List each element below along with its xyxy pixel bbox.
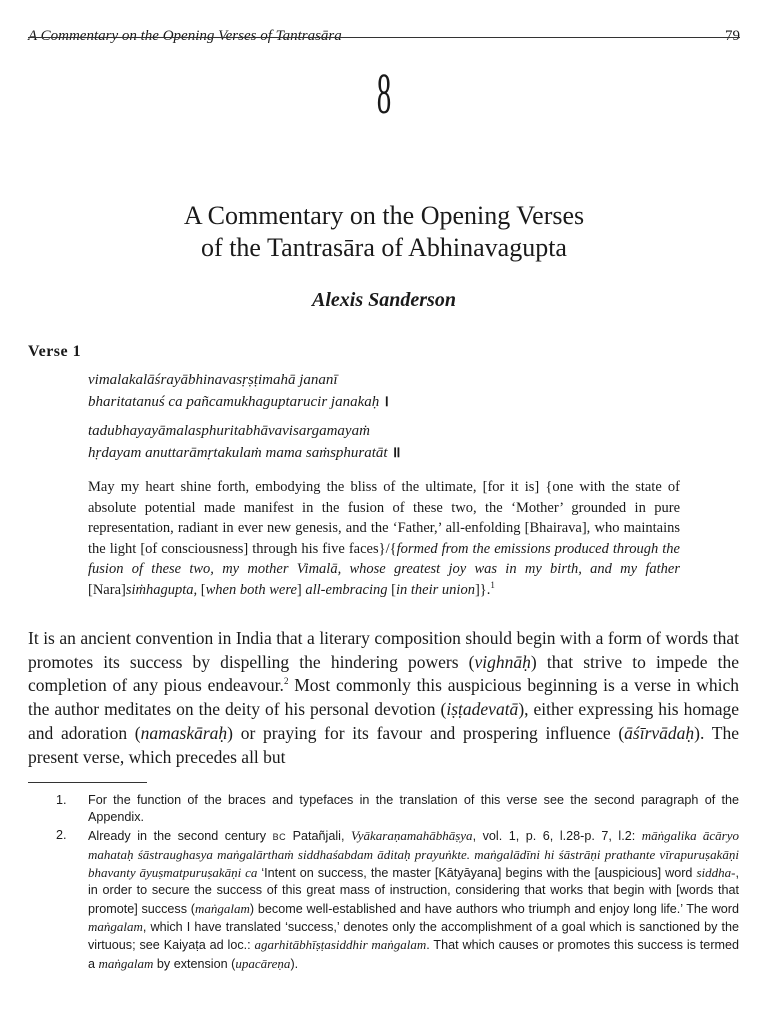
danda-single: ।	[383, 394, 389, 410]
body-text: ) that strive to impede the completion of any pious endeavour.	[28, 651, 739, 696]
verse-text	[88, 369, 708, 464]
footnote-text: For the function of the braces and typefaces in the translation of this verse see the second paragraph of the Appendix.	[88, 793, 739, 825]
fn-text-run: by extension (	[153, 956, 236, 971]
fn-text-run: ‘Intent on success, the master [Kātyāyana] begins with the [auspicious] word	[257, 866, 697, 881]
fn-text-run: Patañjali,	[286, 828, 351, 843]
body-text: ). The present verse, which precedes all but	[28, 722, 739, 767]
running-head-title: A Commentary on the Opening Verses of Tantrasāra	[28, 28, 342, 44]
footnote-ref-1[interactable]: 1	[490, 579, 495, 590]
footnote-number: 2.	[56, 827, 67, 842]
body-text: Most commonly this auspicious beginning is a verse in which the author meditates on the deity of his personal devotion (	[28, 675, 740, 720]
running-head-rule	[28, 37, 740, 38]
danda-double: ॥	[391, 445, 401, 461]
verse-line	[88, 391, 708, 413]
footnote-2	[28, 827, 739, 973]
translation-text: May my heart shine forth, embodying the bliss of the ultimate, [for it is] {one with the state of absolute potential made manifest in the fusion of these two, the ‘Mother’ grounded in pure representation, radiant in ever new genesis, and the ‘Father,’ all-enfolding [Bhairava], who maintains the light [of consciousness] through his five faces}/{	[88, 479, 680, 557]
verse-translation	[88, 477, 680, 600]
fn-text-run: , in order to secure the success of this great mass of instruction, considering that works that begin with [words that promote] success (	[88, 866, 739, 916]
sanskrit-term: siddha-	[696, 865, 736, 881]
body-text: ), either expressing his homage and adoration (	[28, 699, 740, 743]
footnote-ref-2[interactable]: 2	[283, 676, 289, 687]
verse-line	[88, 442, 708, 464]
fn-text-run: , which I have translated ‘success,’ denotes only the accomplishment of a goal which is sanctioned by the virtuous; see Kaiyaṭa ad loc.:	[88, 920, 739, 953]
page-number: 79	[725, 28, 740, 44]
verse-line-text: hṛdayam anuttarāmṛtakulaṁ mama saṁsphuratāt	[88, 445, 388, 461]
work-title: Vyākaraṇamahābhāṣya	[350, 827, 473, 843]
fn-text-run: ).	[290, 956, 299, 971]
chapter-title	[0, 200, 768, 264]
translation-italic: in their union	[396, 581, 475, 598]
verse-line-text: bharitatanuś ca pañcamukhaguptarucir janakaḥ	[88, 394, 380, 410]
verse-line-text: tadubhayayāmalasphuritabhāvavisargamayaṁ	[88, 423, 370, 439]
sanskrit-term: vighnāḥ	[474, 651, 531, 672]
fn-text-run: . That which causes or promotes this success is termed a	[88, 938, 740, 971]
chapter-title-line-1: A Commentary on the Opening Verses	[183, 201, 585, 230]
sanskrit-term: maṅgalam	[195, 900, 250, 916]
sanskrit-quote: māṅgalika ācāryo mahataḥ śāstraughasya maṅgalārthaṁ siddhaśabdam āditaḥ prayuṅkte. maṅgalādīni hi śāstrāṇi prathante vīrapuruṣakāṇi bhavanty āyuṣmatpuruṣakāṇi ca	[88, 827, 739, 881]
footnotes	[28, 792, 739, 973]
body-paragraph	[28, 627, 739, 769]
sanskrit-term: āśīrvādaḥ	[624, 722, 695, 743]
sanskrit-term: namaskāraḥ	[140, 722, 228, 743]
translation-italic: when both were	[205, 581, 297, 598]
sanskrit-quote: agarhitābhīṣṭasiddhir maṅgalam	[254, 937, 427, 953]
author-name: Alexis Sanderson	[312, 289, 456, 311]
sanskrit-term: upacāreṇa	[235, 955, 291, 971]
body-text: It is an ancient convention in India that a literary composition should begin with a form of words that promotes its success by dispelling the hindering powers (	[28, 628, 739, 672]
verse-line	[88, 369, 708, 391]
sanskrit-term: maṅgalam	[98, 955, 154, 971]
verse-heading: Verse 1	[28, 343, 82, 360]
translation-text: [Nara]	[88, 581, 126, 598]
translation-text: ]	[296, 581, 306, 598]
sanskrit-term: iṣṭadevatā	[446, 699, 519, 720]
footnote-text	[88, 827, 739, 973]
chapter-title-line-2: of the Tantrasāra of Abhinavagupta	[201, 233, 567, 262]
translation-italic: all-embracing	[305, 581, 392, 598]
translation-text: [	[391, 581, 396, 598]
era-label: BC	[272, 831, 287, 842]
body-text: ) or praying for its favour and prospering influence (	[227, 722, 625, 743]
footnote-rule	[28, 782, 147, 783]
translation-italic: siṁhagupta,	[125, 581, 201, 598]
translation-text: [	[200, 581, 206, 598]
translation-text: ]}.	[474, 581, 491, 598]
fn-text-run: , vol. 1, p. 6, l.28-p. 7, l.2:	[472, 828, 642, 843]
translation-italic: formed from the emissions produced through the fusion of these two, my mother Vimalā, whose greatest joy was in my birth, and my father	[88, 540, 680, 577]
fn-text-run: Already in the second century	[88, 828, 273, 843]
verse-line-text: vimalakalāśrayābhinavasṛṣṭimahā jananī	[88, 372, 338, 388]
footnote-number: 1.	[56, 793, 67, 807]
footnote-1	[28, 792, 739, 827]
sanskrit-term: maṅgalam	[88, 919, 143, 935]
verse-line	[88, 420, 708, 442]
chapter-number: 8	[376, 61, 392, 126]
fn-text-run: ) become well-established and have authors who triumph and enjoy long life.’ The word	[249, 901, 739, 916]
